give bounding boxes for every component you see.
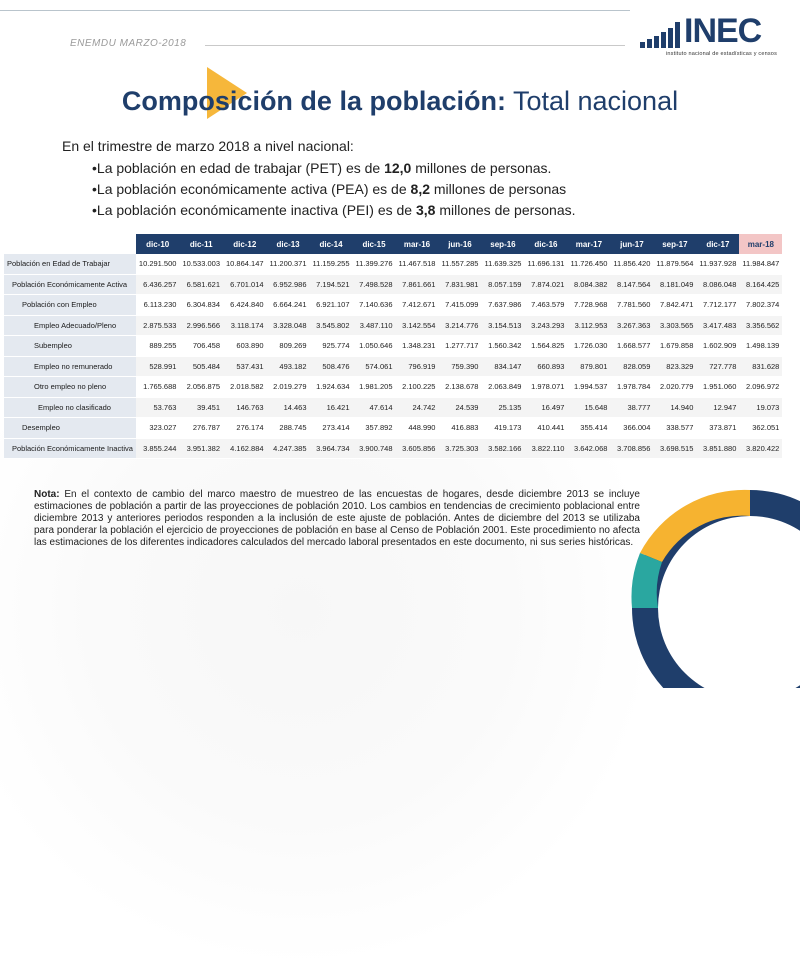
table-cell: 3.545.802: [310, 315, 353, 336]
table-cell: 8.181.049: [653, 274, 696, 295]
table-header-row: [4, 234, 782, 254]
table-cell: 7.842.471: [653, 295, 696, 316]
table-cell: 3.605.856: [396, 438, 439, 459]
table-cell: 276.787: [179, 418, 223, 439]
table-cell: 276.174: [223, 418, 267, 439]
table-cell: 16.497: [524, 397, 567, 418]
table-corner-cell: [4, 234, 136, 254]
title-light: Total nacional: [505, 86, 679, 116]
table-cell: 2.100.225: [396, 377, 439, 398]
page-title: [0, 86, 800, 117]
table-cell: 2.020.779: [653, 377, 696, 398]
table-cell: 3.900.748: [353, 438, 396, 459]
row-label: Otro empleo no pleno: [4, 377, 136, 398]
table-cell: 338.577: [653, 418, 696, 439]
table-cell: 3.417.483: [696, 315, 739, 336]
table-cell: 1.668.577: [610, 336, 653, 357]
table-cell: 47.614: [353, 397, 396, 418]
row-label: Subempleo: [4, 336, 136, 357]
column-header: mar-16: [396, 234, 439, 254]
intro-text: En el trimestre de marzo 2018 a nivel nacional:: [62, 138, 354, 154]
table-cell: 11.557.285: [438, 254, 481, 274]
table-cell: 11.726.450: [567, 254, 610, 274]
table-cell: 8.057.159: [481, 274, 524, 295]
table-cell: 6.952.986: [267, 274, 310, 295]
table-cell: 1.981.205: [353, 377, 396, 398]
population-table: [4, 234, 782, 459]
table-cell: 1.348.231: [396, 336, 439, 357]
top-rule: [0, 10, 630, 11]
title-bold: Composición de la población:: [121, 86, 506, 116]
table-cell: 8.084.382: [567, 274, 610, 295]
table-cell: 537.431: [223, 356, 267, 377]
table-cell: 2.096.972: [739, 377, 782, 398]
table-cell: 706.458: [179, 336, 223, 357]
table-cell: 7.781.560: [610, 295, 653, 316]
table-row: [4, 274, 782, 295]
table-cell: 3.214.776: [438, 315, 481, 336]
table-cell: 6.436.257: [136, 274, 180, 295]
table-cell: 1.924.634: [310, 377, 353, 398]
table-cell: 1.564.825: [524, 336, 567, 357]
table-body: [4, 254, 782, 459]
column-header: jun-17: [610, 234, 653, 254]
table-cell: 1.994.537: [567, 377, 610, 398]
table-cell: 1.765.688: [136, 377, 180, 398]
row-label: Población Económicamente Inactiva: [4, 438, 136, 459]
table-cell: 3.582.166: [481, 438, 524, 459]
table-cell: 25.135: [481, 397, 524, 418]
column-header: sep-17: [653, 234, 696, 254]
logo-subtitle: instituto nacional de estadísticas y censos: [666, 51, 778, 57]
table-cell: 3.328.048: [267, 315, 310, 336]
table-cell: 38.777: [610, 397, 653, 418]
table-cell: 7.712.177: [696, 295, 739, 316]
table-cell: 1.498.139: [739, 336, 782, 357]
table-cell: 7.140.636: [353, 295, 396, 316]
table-cell: 828.059: [610, 356, 653, 377]
table-cell: 1.951.060: [696, 377, 739, 398]
table-cell: 11.984.847: [739, 254, 782, 274]
table-row: [4, 315, 782, 336]
table-cell: 357.892: [353, 418, 396, 439]
bullet-item: •La población económicamente inactiva (PEI) es de 3,8 millones de personas.: [92, 202, 576, 218]
table-cell: 19.073: [739, 397, 782, 418]
table-cell: 273.414: [310, 418, 353, 439]
table-cell: 1.050.646: [353, 336, 396, 357]
table-cell: 323.027: [136, 418, 180, 439]
table-cell: 419.173: [481, 418, 524, 439]
table-cell: 3.708.856: [610, 438, 653, 459]
table-cell: 2.019.279: [267, 377, 310, 398]
table-cell: 3.725.303: [438, 438, 481, 459]
table-row: [4, 336, 782, 357]
note-text: En el contexto de cambio del marco maestro de muestreo de las encuestas de hogares, desde diciembre 2013 se incluye estimaciones de población a partir de las proyecciones de población 2010. Los cambios en tendencias de crecimiento poblacional entre diciembre 2013 y anteriores periodos responden a la inclusión de este ajuste de población. Antes de diciembre del 2013 se utilizaba para ponderar la población el ejercicio de proyecciones de población en base al Censo de Población 2001. Este procedimiento no afecta las estimaciones de los diferentes indicadores calculados del mercado laboral presentados en este documento, ni sus series históricas.: [34, 489, 640, 548]
note-label: Nota:: [34, 489, 60, 500]
column-header: sep-16: [481, 234, 524, 254]
table-cell: 3.118.174: [223, 315, 267, 336]
table-cell: 53.763: [136, 397, 180, 418]
table-cell: 4.162.884: [223, 438, 267, 459]
table-cell: 3.642.068: [567, 438, 610, 459]
table-cell: 727.778: [696, 356, 739, 377]
table-cell: 11.200.371: [267, 254, 310, 274]
row-label: Empleo no clasificado: [4, 397, 136, 418]
column-header: dic-11: [179, 234, 223, 254]
table-cell: 6.921.107: [310, 295, 353, 316]
table-cell: 8.147.564: [610, 274, 653, 295]
table-cell: 3.855.244: [136, 438, 180, 459]
table-cell: 7.498.528: [353, 274, 396, 295]
table-cell: 925.774: [310, 336, 353, 357]
table-cell: 10.864.147: [223, 254, 267, 274]
table-cell: 3.356.562: [739, 315, 782, 336]
table-cell: 14.463: [267, 397, 310, 418]
table-cell: 146.763: [223, 397, 267, 418]
table-cell: 759.390: [438, 356, 481, 377]
bullet-item: •La población en edad de trabajar (PET) es de 12,0 millones de personas.: [92, 160, 552, 176]
table-cell: 16.421: [310, 397, 353, 418]
table-cell: 7.802.374: [739, 295, 782, 316]
table-row: [4, 418, 782, 439]
row-label: Empleo Adecuado/Pleno: [4, 315, 136, 336]
table-cell: 660.893: [524, 356, 567, 377]
table-cell: 3.951.382: [179, 438, 223, 459]
table-cell: 8.086.048: [696, 274, 739, 295]
table-row: [4, 356, 782, 377]
table-row: [4, 377, 782, 398]
table-cell: 603.890: [223, 336, 267, 357]
table-cell: 12.947: [696, 397, 739, 418]
table-cell: 7.874.021: [524, 274, 567, 295]
table-row: [4, 397, 782, 418]
table-cell: 8.164.425: [739, 274, 782, 295]
logo-word: INEC: [684, 12, 762, 50]
survey-label: ENEMDU MARZO-2018: [70, 38, 187, 49]
table-cell: 15.648: [567, 397, 610, 418]
table-cell: 14.940: [653, 397, 696, 418]
table-cell: 1.978.784: [610, 377, 653, 398]
table-cell: 834.147: [481, 356, 524, 377]
table-cell: 7.415.099: [438, 295, 481, 316]
logo-bars-icon: [640, 22, 680, 48]
table-cell: 7.412.671: [396, 295, 439, 316]
table-cell: 2.018.582: [223, 377, 267, 398]
column-header: dic-13: [267, 234, 310, 254]
row-label: Empleo no remunerado: [4, 356, 136, 377]
table-cell: 3.154.513: [481, 315, 524, 336]
header-divider: [205, 45, 625, 46]
table-cell: 24.742: [396, 397, 439, 418]
table-cell: 11.937.928: [696, 254, 739, 274]
table-cell: 2.063.849: [481, 377, 524, 398]
table-cell: 1.978.071: [524, 377, 567, 398]
table-cell: 366.004: [610, 418, 653, 439]
table-cell: 3.822.110: [524, 438, 567, 459]
table-cell: 448.990: [396, 418, 439, 439]
table-cell: 362.051: [739, 418, 782, 439]
table-cell: 39.451: [179, 397, 223, 418]
table-cell: 11.879.564: [653, 254, 696, 274]
table-cell: 10.533.003: [179, 254, 223, 274]
table-cell: 2.875.533: [136, 315, 180, 336]
table-cell: 11.639.325: [481, 254, 524, 274]
table-cell: 3.487.110: [353, 315, 396, 336]
table-cell: 11.856.420: [610, 254, 653, 274]
table-cell: 11.696.131: [524, 254, 567, 274]
table-cell: 373.871: [696, 418, 739, 439]
table-cell: 6.581.621: [179, 274, 223, 295]
table-cell: 505.484: [179, 356, 223, 377]
table-cell: 528.991: [136, 356, 180, 377]
table-cell: 11.399.276: [353, 254, 396, 274]
column-header: dic-17: [696, 234, 739, 254]
table-cell: 796.919: [396, 356, 439, 377]
table-cell: 508.476: [310, 356, 353, 377]
table-cell: 879.801: [567, 356, 610, 377]
table-cell: 11.467.518: [396, 254, 439, 274]
row-label: Población con Empleo: [4, 295, 136, 316]
table-cell: 3.303.565: [653, 315, 696, 336]
table-cell: 1.277.717: [438, 336, 481, 357]
table-cell: 6.113.230: [136, 295, 180, 316]
table-cell: 7.463.579: [524, 295, 567, 316]
table-cell: 574.061: [353, 356, 396, 377]
column-header: dic-10: [136, 234, 180, 254]
table-row: [4, 438, 782, 459]
table-cell: 3.698.515: [653, 438, 696, 459]
table-cell: 2.996.566: [179, 315, 223, 336]
column-header: dic-16: [524, 234, 567, 254]
table-cell: 6.424.840: [223, 295, 267, 316]
column-header: dic-14: [310, 234, 353, 254]
table-cell: 831.628: [739, 356, 782, 377]
table-cell: 3.142.554: [396, 315, 439, 336]
table-cell: 416.883: [438, 418, 481, 439]
bullet-list: [92, 158, 576, 221]
column-header: dic-15: [353, 234, 396, 254]
column-header: jun-16: [438, 234, 481, 254]
table-cell: 1.679.858: [653, 336, 696, 357]
table-cell: 7.728.968: [567, 295, 610, 316]
table-cell: 2.056.875: [179, 377, 223, 398]
table-cell: 3.243.293: [524, 315, 567, 336]
table-cell: 823.329: [653, 356, 696, 377]
column-header: mar-18: [739, 234, 782, 254]
table-cell: 6.701.014: [223, 274, 267, 295]
table-cell: 3.112.953: [567, 315, 610, 336]
table-cell: 4.247.385: [267, 438, 310, 459]
table-cell: 11.159.255: [310, 254, 353, 274]
table-cell: 7.194.521: [310, 274, 353, 295]
table-cell: 2.138.678: [438, 377, 481, 398]
row-label: Población Económicamente Activa: [4, 274, 136, 295]
table-cell: 288.745: [267, 418, 310, 439]
table-cell: 3.851.880: [696, 438, 739, 459]
table-cell: 1.602.909: [696, 336, 739, 357]
column-header: dic-12: [223, 234, 267, 254]
table-row: [4, 254, 782, 274]
table-cell: 493.182: [267, 356, 310, 377]
table-cell: 6.664.241: [267, 295, 310, 316]
row-label: Población en Edad de Trabajar: [4, 254, 136, 274]
table-cell: 809.269: [267, 336, 310, 357]
table-cell: 3.820.422: [739, 438, 782, 459]
table-cell: 3.964.734: [310, 438, 353, 459]
table-cell: 355.414: [567, 418, 610, 439]
bullet-item: •La población económicamente activa (PEA) es de 8,2 millones de personas: [92, 181, 567, 197]
table-cell: 7.637.986: [481, 295, 524, 316]
row-label: Desempleo: [4, 418, 136, 439]
table-cell: 1.560.342: [481, 336, 524, 357]
table-cell: 410.441: [524, 418, 567, 439]
table-cell: 24.539: [438, 397, 481, 418]
table-cell: 7.831.981: [438, 274, 481, 295]
table-cell: 6.304.834: [179, 295, 223, 316]
table-cell: 7.861.661: [396, 274, 439, 295]
footnote: [34, 489, 640, 549]
table-cell: 3.267.363: [610, 315, 653, 336]
table-cell: 889.255: [136, 336, 180, 357]
table-row: [4, 295, 782, 316]
column-header: mar-17: [567, 234, 610, 254]
table-cell: 10.291.500: [136, 254, 180, 274]
inec-logo: [640, 14, 780, 62]
table-cell: 1.726.030: [567, 336, 610, 357]
